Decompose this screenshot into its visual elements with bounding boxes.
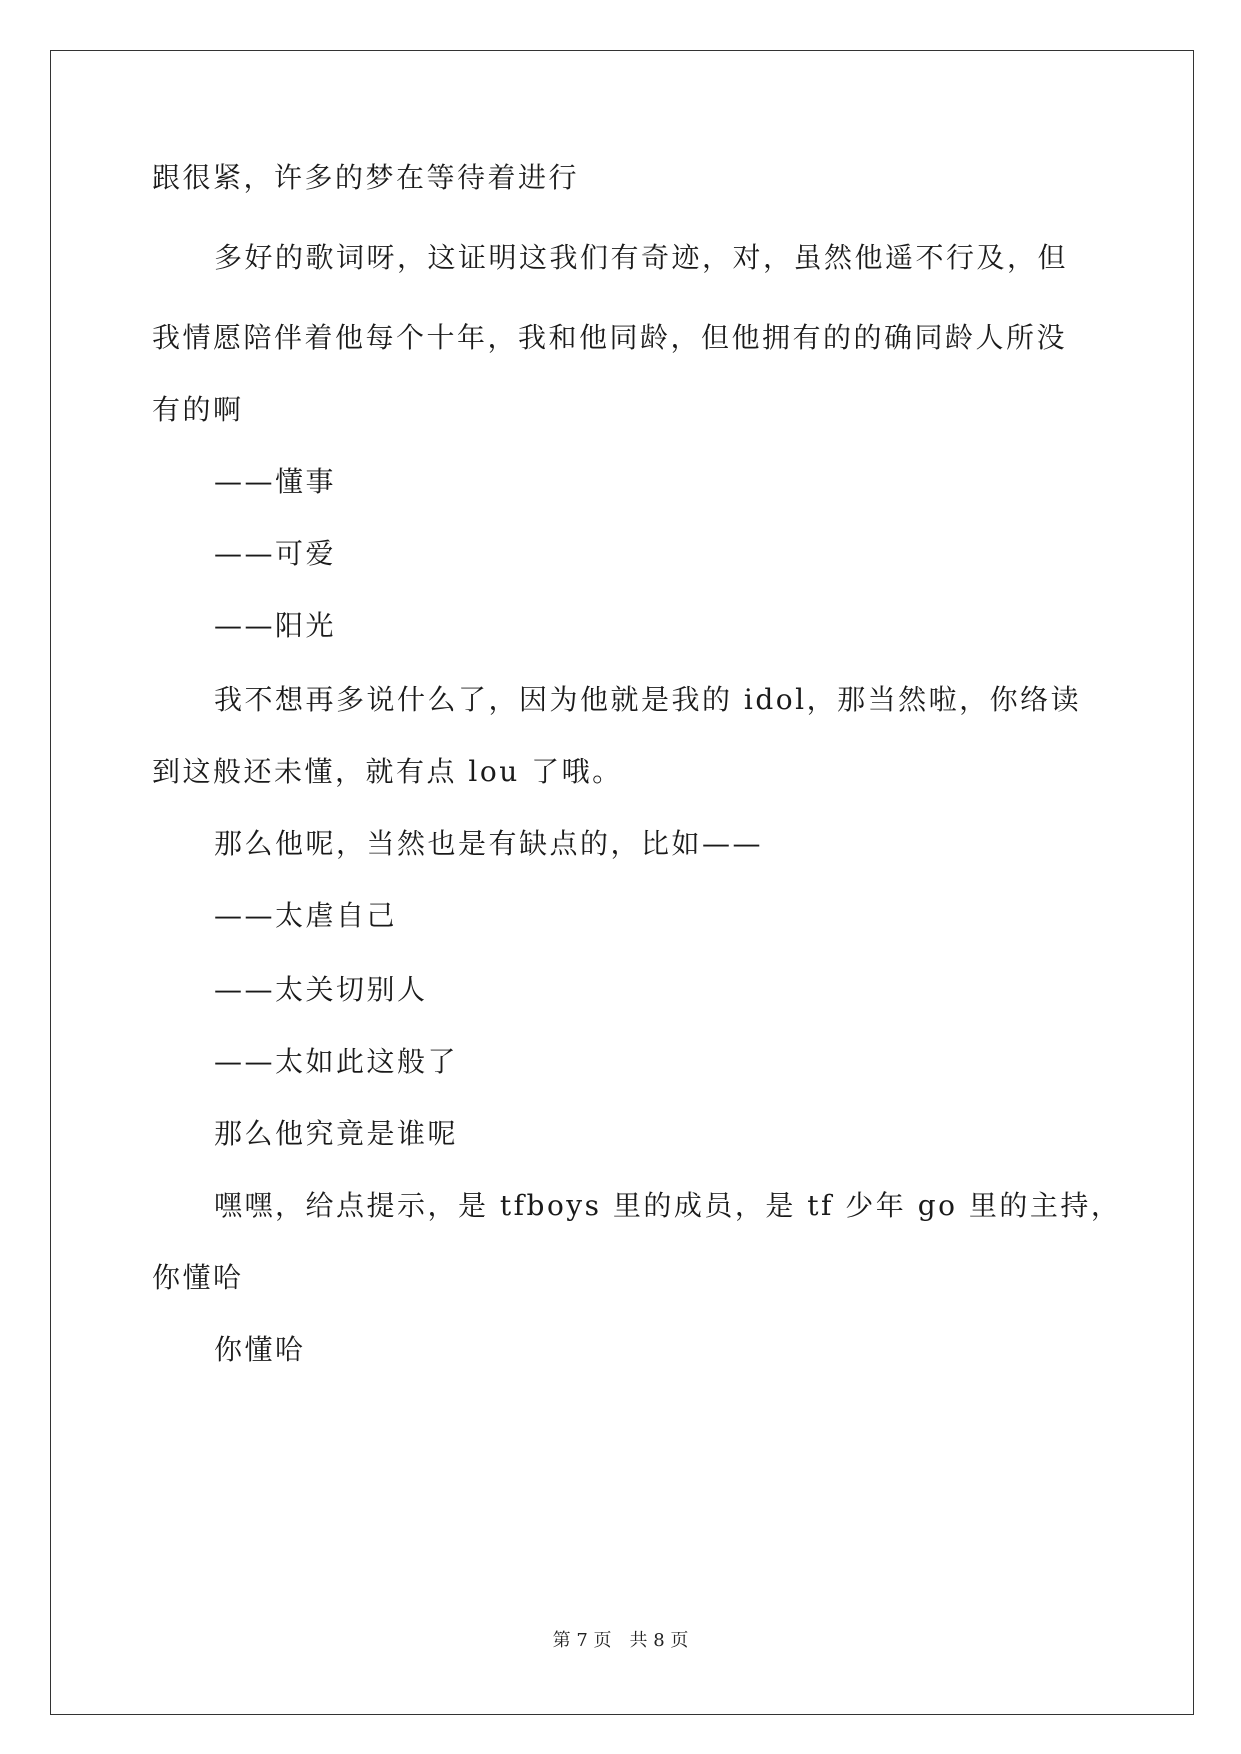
page-number: 第 7 页	[552, 1630, 612, 1651]
paragraph-line: 你懂哈	[152, 1261, 244, 1294]
paragraph-line: ——懂事	[214, 465, 337, 498]
paragraph-line: 嘿嘿，给点提示，是 tfboys 里的成员，是 tf 少年 go 里的主持，	[214, 1189, 1122, 1222]
paragraph-line: 有的啊	[152, 393, 244, 426]
paragraph-line: ——阳光	[214, 609, 337, 642]
page-footer	[0, 1626, 1241, 1652]
paragraph-line: 跟很紧，许多的梦在等待着进行	[152, 161, 580, 194]
paragraph-line: 那么他究竟是谁呢	[214, 1117, 459, 1150]
page-border	[50, 50, 1194, 1715]
paragraph-line: ——太虐自己	[214, 899, 398, 932]
paragraph-line: 那么他呢，当然也是有缺点的，比如——	[214, 827, 764, 860]
paragraph-line: ——太关切别人	[214, 973, 428, 1006]
paragraph-line: 多好的歌词呀，这证明这我们有奇迹，对，虽然他遥不行及，但	[214, 241, 1069, 274]
paragraph-line: 我情愿陪伴着他每个十年，我和他同龄，但他拥有的的确同龄人所没	[152, 321, 1068, 354]
paragraph-line: 我不想再多说什么了，因为他就是我的 idol，那当然啦，你络读	[214, 683, 1082, 716]
paragraph-line: ——可爱	[214, 537, 337, 570]
page-total: 共 8 页	[629, 1630, 689, 1651]
paragraph-line: 你懂哈	[214, 1333, 306, 1366]
paragraph-line: 到这般还未懂，就有点 lou 了哦。	[152, 755, 623, 788]
paragraph-line: ——太如此这般了	[214, 1045, 459, 1078]
